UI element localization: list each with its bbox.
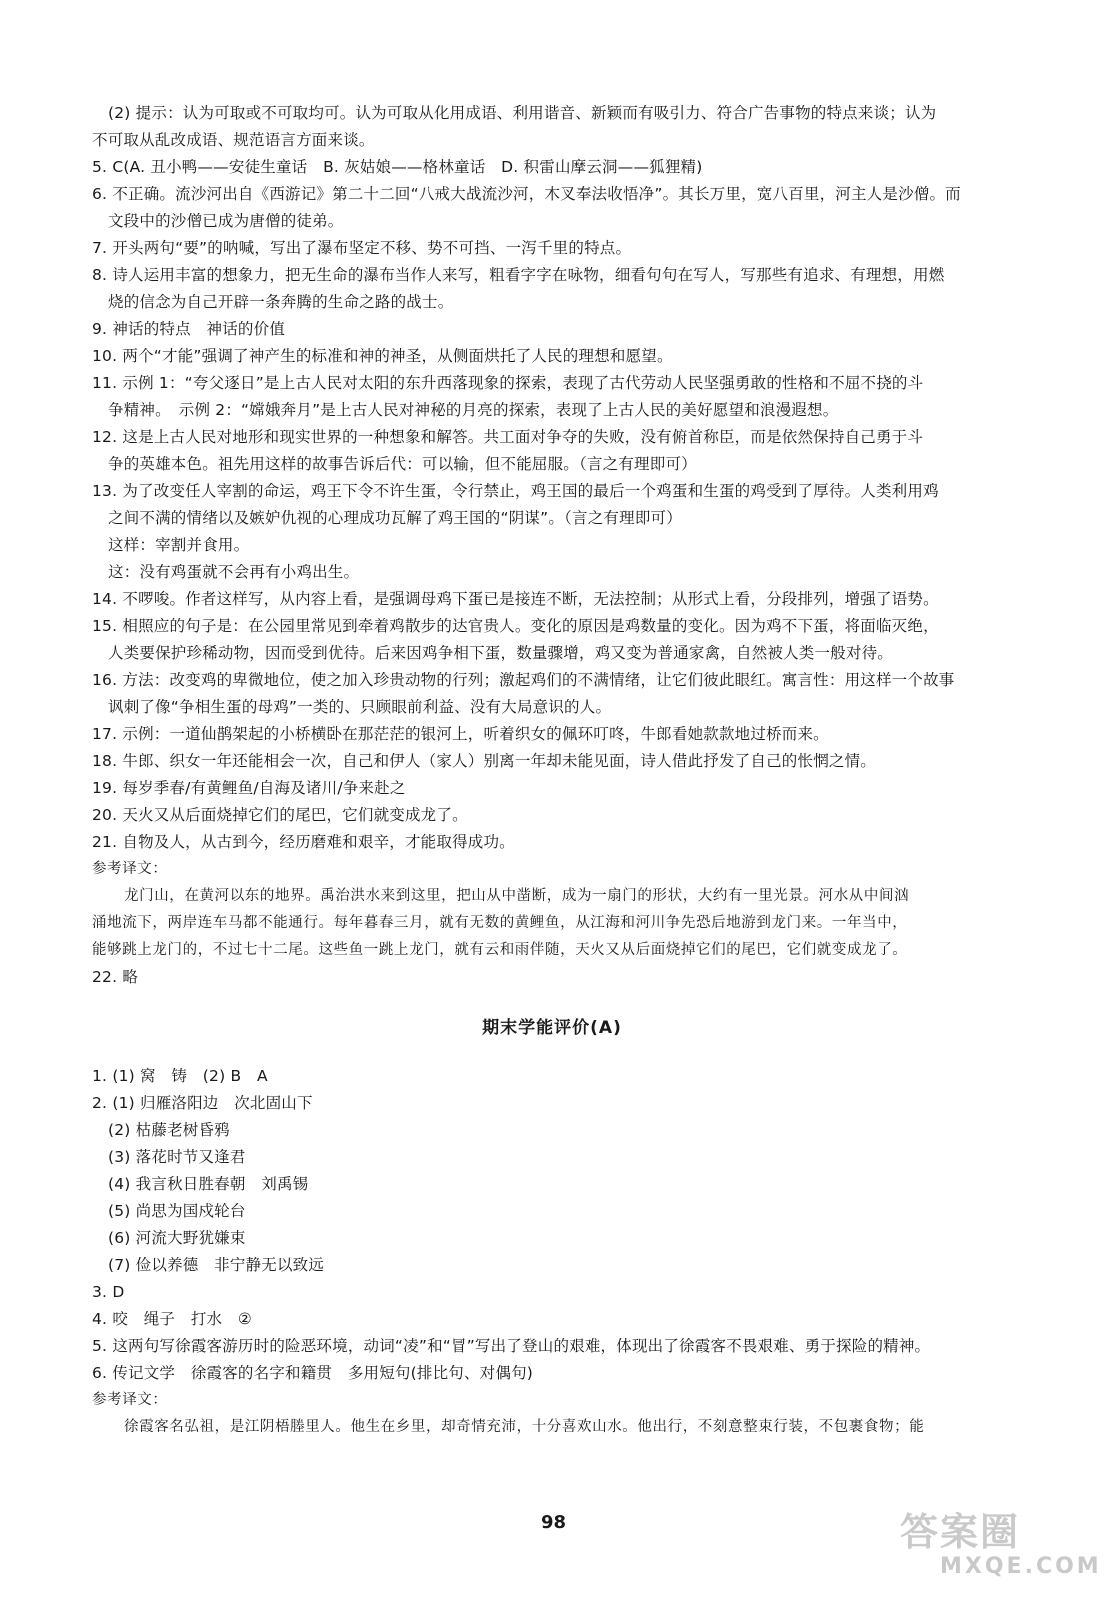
translation-line: 龙门山，在黄河以东的地界。禹治洪水来到这里，把山从中凿断，成为一扇门的形状，大约有一里光景。河水从中间汹 [124,888,910,904]
answer-line: 5. C(A. 丑小鸭——安徒生童话 B. 灰姑娘——格林童话 D. 积雷山摩云洞——狐狸精) [92,158,703,176]
watermark-text-top: 答案圈 [900,1510,1021,1554]
answer-line: 14. 不啰唆。作者这样写，从内容上看，是强调母鸡下蛋已是接连不断，无法控制；从形式上看，分段排列，增强了语势。 [92,590,939,608]
reference-translation-label-2: 参考译文： [92,1392,168,1408]
answer-line: 文段中的沙僧已成为唐僧的徒弟。 [108,212,344,230]
reference-translation-1 [92,883,1012,964]
watermark-logo [900,1510,1102,1594]
answer-line: 8. 诗人运用丰富的想象力，把无生命的瀑布当作人来写，粗看字字在咏物，细看句句在写人，写那些有追求、有理想，用燃 [92,266,945,284]
answer-line: 争的英雄本色。祖先用这样的故事告诉后代：可以输，但不能屈服。（言之有理即可） [108,455,697,473]
answer-line: (5) 尚思为国戍轮台 [108,1202,246,1220]
watermark-text-bottom: MXQE.COM [940,1554,1102,1579]
reference-translation-2 [92,1414,1012,1441]
answer-line: (2) 提示：认为可取或不可取均可。认为可取从化用成语、利用谐音、新颖而有吸引力、符合广告事物的特点来谈；认为 [108,104,937,122]
answers-section-2 [92,1063,1012,1387]
answer-line: 6. 不正确。流沙河出自《西游记》第二十二回“八戒大战流沙河，木叉奉法收悟净”。其长万里，宽八百里，河主人是沙僧。而 [92,185,961,203]
answer-line: (4) 我言秋日胜春朝 刘禹锡 [108,1175,309,1193]
answer-line: 讽刺了像“争相生蛋的母鸡”一类的、只顾眼前利益、没有大局意识的人。 [108,698,612,716]
translation-line: 涌地流下，两岸连车马都不能通行。每年暮春三月，就有无数的黄鲤鱼，从江海和河川争先恐后地游到龙门来。一年当中， [92,915,908,931]
answer-line: 3. D [92,1283,125,1301]
answer-line: (7) 俭以养德 非宁静无以致远 [108,1256,325,1274]
answer-line: 11. 示例 1：“夸父逐日”是上古人民对太阳的东升西落现象的探索，表现了古代劳动人民坚强勇敢的性格和不屈不挠的斗 [92,374,924,392]
answer-line: 争精神。 示例 2：“嫦娥奔月”是上古人民对神秘的月亮的探索，表现了上古人民的美好愿望和浪漫遐想。 [108,401,839,419]
answer-page [92,100,1012,1441]
answer-line: 人类要保护珍稀动物，因而受到优待。后来因鸡争相下蛋，数量骤增，鸡又变为普通家禽，自然被人类一般对待。 [108,644,894,662]
answer-line: 10. 两个“才能”强调了神产生的标准和神的神圣，从侧面烘托了人民的理想和愿望。 [92,347,673,365]
answer-line: 7. 开头两句“要”的呐喊，写出了瀑布坚定不移、势不可挡、一泻千里的特点。 [92,239,632,257]
answer-line: 12. 这是上古人民对地形和现实世界的一种想象和解答。共工面对争夺的失败，没有俯首称臣，而是依然保持自己勇于斗 [92,428,924,446]
answer-line: 13. 为了改变任人宰割的命运，鸡王下令不许生蛋，令行禁止，鸡王国的最后一个鸡蛋和生蛋的鸡受到了厚待。人类利用鸡 [92,482,939,500]
translation-line: 徐霞客名弘祖，是江阴梧塍里人。他生在乡里，却奇情充沛，十分喜欢山水。他出行，不刻意整束行装，不包裹食物；能 [124,1419,925,1435]
answer-line: 9. 神话的特点 神话的价值 [92,320,286,338]
answer-line: 4. 咬 绳子 打水 ② [92,1310,253,1328]
answer-line: 不可取从乱改成语、规范语言方面来谈。 [92,131,375,149]
answer-line: 这：没有鸡蛋就不会再有小鸡出生。 [108,563,360,581]
answer-22: 22. 略 [92,968,139,986]
answer-line: (6) 河流大野犹嫌束 [108,1229,246,1247]
answer-line: 16. 方法：改变鸡的卑微地位，使之加入珍贵动物的行列；激起鸡们的不满情绪，让它们彼此眼红。寓言性：用这样一个故事 [92,671,955,689]
answer-line: 2. (1) 归雁洛阳边 次北固山下 [92,1094,313,1112]
answer-line: 6. 传记文学 徐霞客的名字和籍贯 多用短句(排比句、对偶句) [92,1364,534,1382]
answers-section-1 [92,100,1012,856]
answer-line: 20. 天火又从后面烧掉它们的尾巴，它们就变成龙了。 [92,806,468,824]
answer-line: 15. 相照应的句子是：在公园里常见到牵着鸡散步的达官贵人。变化的原因是鸡数量的变化。因为鸡不下蛋，将面临灭绝， [92,617,939,635]
answer-line: 1. (1) 窝 铸 (2) B A [92,1067,268,1085]
section-title: 期末学能评价(A) [482,1018,622,1038]
answer-line: 18. 牛郎、织女一年还能相会一次，自己和伊人（家人）别离一年却未能见面，诗人借此抒发了自己的怅惘之情。 [92,752,876,770]
answer-line: (3) 落花时节又逢君 [108,1148,246,1166]
answer-line: 17. 示例：一道仙鹊架起的小桥横卧在那茫茫的银河上，听着织女的佩环叮咚，牛郎看她款款地过桥而来。 [92,725,829,743]
reference-translation-label-1: 参考译文： [92,861,168,877]
answer-line: 19. 每岁季春/有黄鲤鱼/自海及诸川/争来赴之 [92,779,406,797]
translation-line: 能够跳上龙门的，不过七十二尾。这些鱼一跳上龙门，就有云和雨伴随，天火又从后面烧掉它们的尾巴，它们就变成龙了。 [92,942,908,958]
answer-line: 5. 这两句写徐霞客游历时的险恶环境，动词“凌”和“冒”写出了登山的艰难，体现出了徐霞客不畏艰难、勇于探险的精神。 [92,1337,931,1355]
answer-line: 之间不满的情绪以及嫉妒仇视的心理成功瓦解了鸡王国的“阴谋”。（言之有理即可） [108,509,682,527]
answer-line: 21. 自物及人，从古到今，经历磨难和艰辛，才能取得成功。 [92,833,515,851]
answer-line: 这样：宰割并食用。 [108,536,250,554]
answer-line: (2) 枯藤老树昏鸦 [108,1121,230,1139]
answer-line: 烧的信念为自己开辟一条奔腾的生命之路的战士。 [108,293,454,311]
page-number: 98 [540,1512,567,1533]
